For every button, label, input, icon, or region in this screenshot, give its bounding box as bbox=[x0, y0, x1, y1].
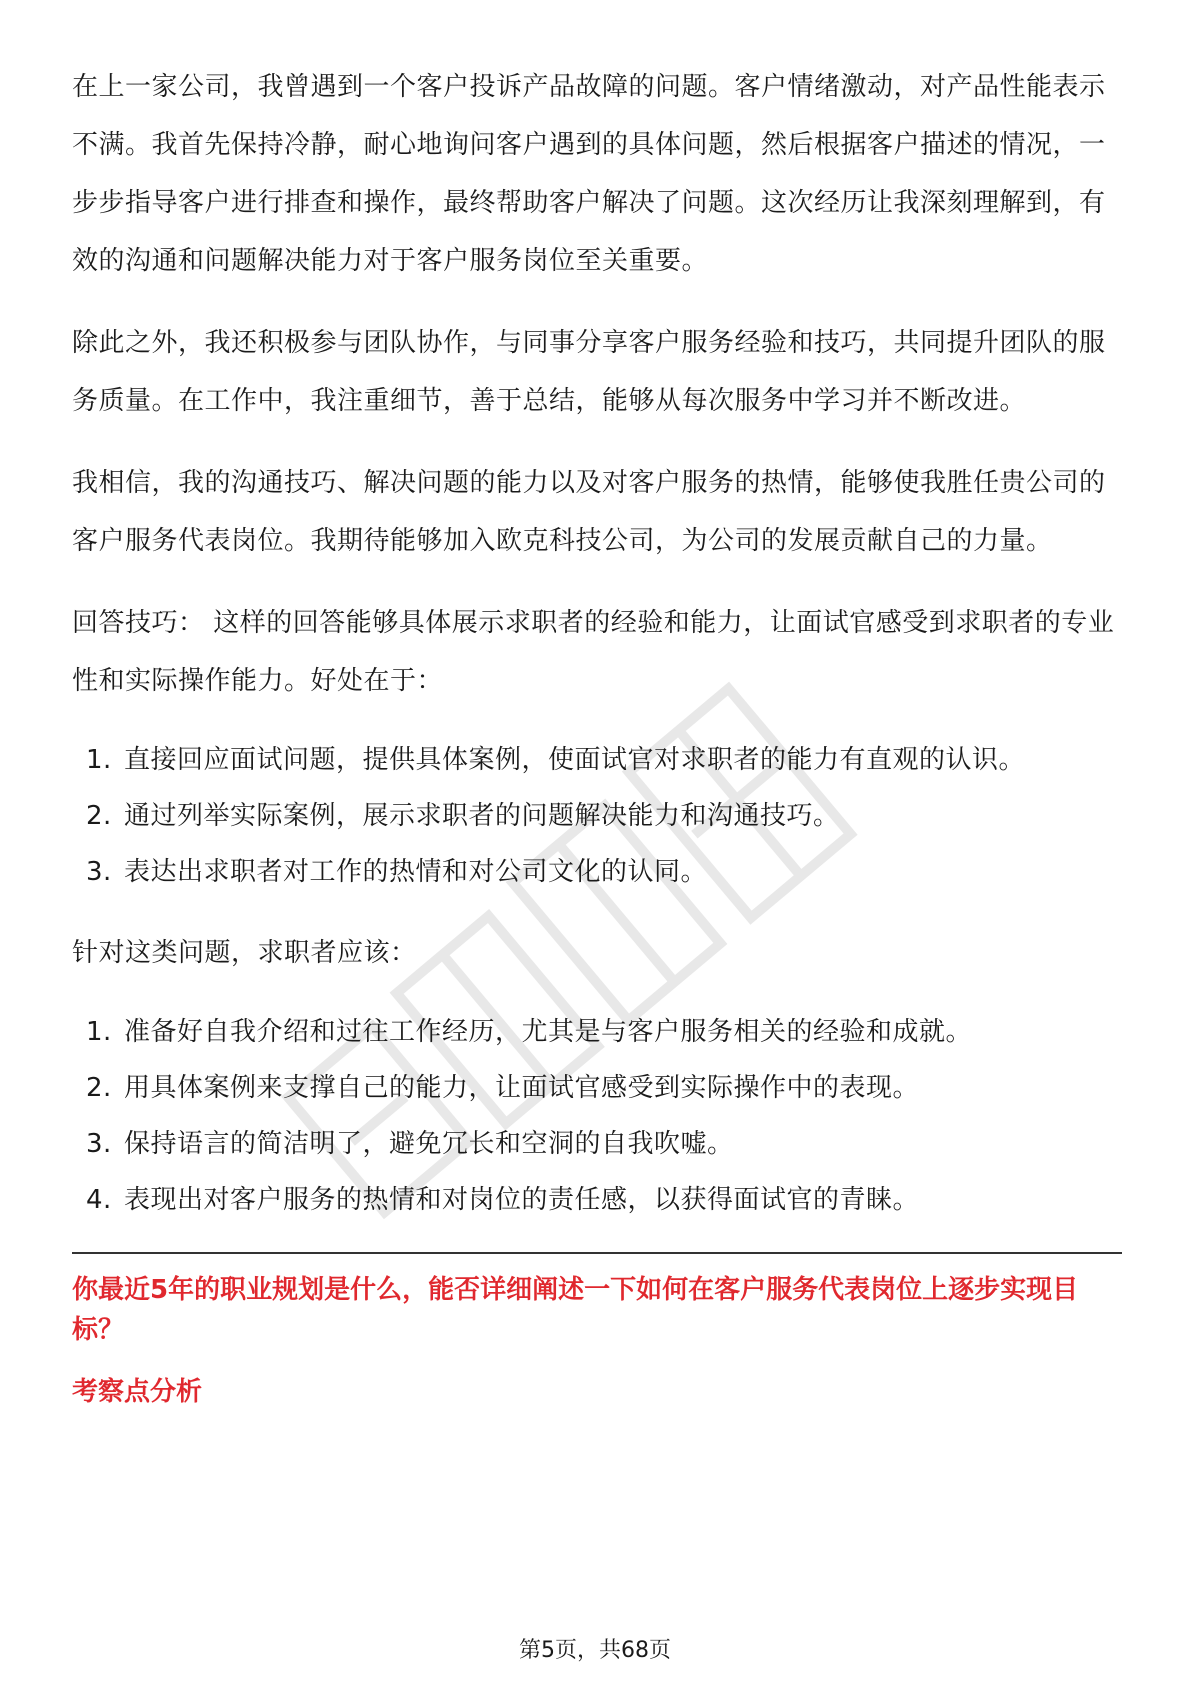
list-item-number: 1. bbox=[86, 745, 112, 775]
list-item-number: 2. bbox=[86, 801, 112, 831]
advice-intro: 针对这类问题，求职者应该： bbox=[72, 938, 417, 968]
paragraph-confidence: 我相信，我的沟通技巧、解决问题的能力以及对客户服务的热情，能够使我胜任贵公司的客户服务代表岗位。我期待能够加入欧克科技公司，为公司的发展贡献自己的力量。 bbox=[72, 468, 1106, 556]
list-item-text: 表达出求职者对工作的热情和对公司文化的认同。 bbox=[124, 857, 708, 887]
list-item bbox=[72, 1060, 1122, 1116]
analysis-section-title: 考察点分析 bbox=[72, 1377, 203, 1407]
list-item-text: 保持语言的简洁明了，避免冗长和空洞的自我吹嘘。 bbox=[124, 1129, 734, 1159]
list-item-number: 3. bbox=[86, 857, 112, 887]
list-item-text: 用具体案例来支撑自己的能力，让面试官感受到实际操作中的表现。 bbox=[124, 1073, 920, 1103]
section-divider bbox=[72, 1252, 1122, 1254]
next-question-heading: 你最近5年的职业规划是什么，能否详细阐述一下如何在客户服务代表岗位上逐步实现目标？ bbox=[72, 1275, 1079, 1345]
list-item-number: 1. bbox=[86, 1017, 112, 1047]
list-item bbox=[72, 844, 1122, 900]
list-item bbox=[72, 1004, 1122, 1060]
list-item-text: 准备好自我介绍和过往工作经历，尤其是与客户服务相关的经验和成就。 bbox=[124, 1017, 973, 1047]
page-number-label: 第5页，共68页 bbox=[515, 1638, 675, 1663]
list-item-text: 通过列举实际案例，展示求职者的问题解决能力和沟通技巧。 bbox=[124, 801, 840, 831]
document-body bbox=[72, 58, 1122, 1412]
list-item bbox=[72, 732, 1122, 788]
list-item bbox=[72, 1172, 1122, 1228]
list-item-number: 4. bbox=[86, 1185, 112, 1215]
list-item-number: 3. bbox=[86, 1129, 112, 1159]
paragraph-teamwork: 除此之外，我还积极参与团队协作，与同事分享客户服务经验和技巧，共同提升团队的服务质量。在工作中，我注重细节，善于总结，能够从每次服务中学习并不断改进。 bbox=[72, 328, 1106, 416]
list-item-text: 表现出对客户服务的热情和对岗位的责任感，以获得面试官的青睐。 bbox=[124, 1185, 920, 1215]
list-item bbox=[72, 1116, 1122, 1172]
page-footer bbox=[0, 1636, 1190, 1666]
list-item-number: 2. bbox=[86, 1073, 112, 1103]
advice-list bbox=[72, 1004, 1122, 1228]
list-item bbox=[72, 788, 1122, 844]
paragraph-experience: 在上一家公司，我曾遇到一个客户投诉产品故障的问题。客户情绪激动，对产品性能表示不满。我首先保持冷静，耐心地询问客户遇到的具体问题，然后根据客户描述的情况，一步步指导客户进行排查和操作，最终帮助客户解决了问题。这次经历让我深刻理解到，有效的沟通和问题解决能力对于客户服务岗位至关重要。 bbox=[72, 72, 1106, 276]
list-item-text: 直接回应面试问题，提供具体案例，使面试官对求职者的能力有直观的认识。 bbox=[124, 745, 1026, 775]
paragraph-answer-tips: 回答技巧： 这样的回答能够具体展示求职者的经验和能力，让面试官感受到求职者的专业性和实际操作能力。好处在于： bbox=[72, 608, 1115, 696]
benefits-list bbox=[72, 732, 1122, 900]
